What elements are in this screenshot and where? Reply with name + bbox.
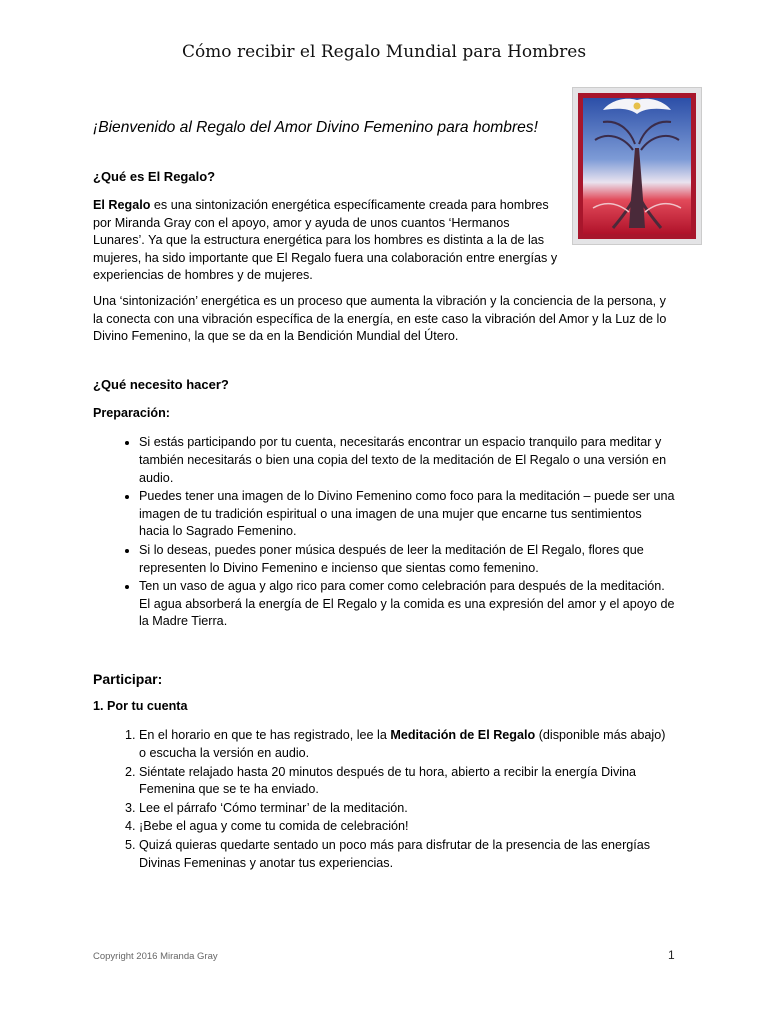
steps-list	[93, 727, 675, 872]
document-body	[93, 118, 675, 873]
list-item: 3. Lee el párrafo ‘Cómo terminar’ de la meditación.	[139, 800, 675, 818]
list-item: • Puedes tener una imagen de lo Divino Femenino como foco para la meditación – puede ser una imagen de tu tradición espiritual o una imagen de una mujer que encarne tus sentimientos hacia lo Sagrado Femenino.	[139, 488, 675, 541]
list-item: 4. ¡Bebe el agua y come tu comida de celebración!	[139, 818, 675, 836]
subheading-preparacion: Preparación:	[93, 405, 170, 420]
paragraph-what-is-1-text: es una sintonización energética específicamente creada para hombres por Miranda Gray con el apoyo, amor y ayuda de unos cuantos ‘Hermanos Lunares’. Ya que la estructura energética para los hombres es distinta a la de las mujeres, ha sido importante que El Regalo fuera una colaboración entre energías y experiencias de hombres y de mujeres.	[93, 198, 558, 283]
paragraph-what-is-2: Una ‘sintonización’ energética es un proceso que aumenta la vibración y la conciencia de la persona, y la conecta con una vibración específica de la energía, en este caso la vibración del Amor y la Luz de lo Divino Femenino, la que se da en la Bendición Mundial del Útero.	[93, 293, 667, 344]
subheading-por-tu-cuenta: 1. Por tu cuenta	[93, 698, 188, 713]
bold-meditation-link-text: Meditación de El Regalo	[390, 728, 536, 743]
section-heading-participar: Participar:	[93, 670, 163, 687]
list-item: • Si estás participando por tu cuenta, necesitarás encontrar un espacio tranquilo para meditar y también necesitarás o bien una copia del texto de la meditación de El Regalo o una versión en audio.	[139, 434, 675, 487]
bold-term-el-regalo: El Regalo	[93, 198, 151, 212]
tree-painting-image	[572, 87, 702, 245]
footer-copyright: Copyright 2016 Miranda Gray	[93, 951, 218, 962]
preparation-list	[93, 434, 675, 631]
list-item: 1. En el horario en que te has registrado, lee la Meditación de El Regalo (disponible más abajo) o escucha la versión en audio.	[139, 727, 675, 762]
list-item: • Ten un vaso de agua y algo rico para comer como celebración para después de la meditación. El agua absorberá la energía de El Regalo y la comida es una expresión del amor y el apoyo de la Madre Tierra.	[139, 578, 675, 631]
list-item: • Si lo deseas, puedes poner música después de leer la meditación de El Regalo, flores que representen lo Divino Femenino e incienso que sientas como femenino.	[139, 542, 675, 577]
section-heading-what-is: ¿Qué es El Regalo?	[93, 169, 216, 184]
list-item: 2. Siéntate relajado hasta 20 minutos después de tu hora, abierto a recibir la energía Divina Femenina que se te ha enviado.	[139, 764, 675, 799]
section-heading-what-to-do: ¿Qué necesito hacer?	[93, 376, 229, 392]
page-number: 1	[668, 948, 675, 962]
welcome-heading: ¡Bienvenido al Regalo del Amor Divino Femenino para hombres!	[93, 119, 538, 136]
list-item: 5. Quizá quieras quedarte sentado un poco más para disfrutar de la presencia de las energías Divinas Femeninas y anotar tus experiencias.	[139, 837, 675, 872]
page-header-title: Cómo recibir el Regalo Mundial para Hombres	[181, 42, 587, 62]
